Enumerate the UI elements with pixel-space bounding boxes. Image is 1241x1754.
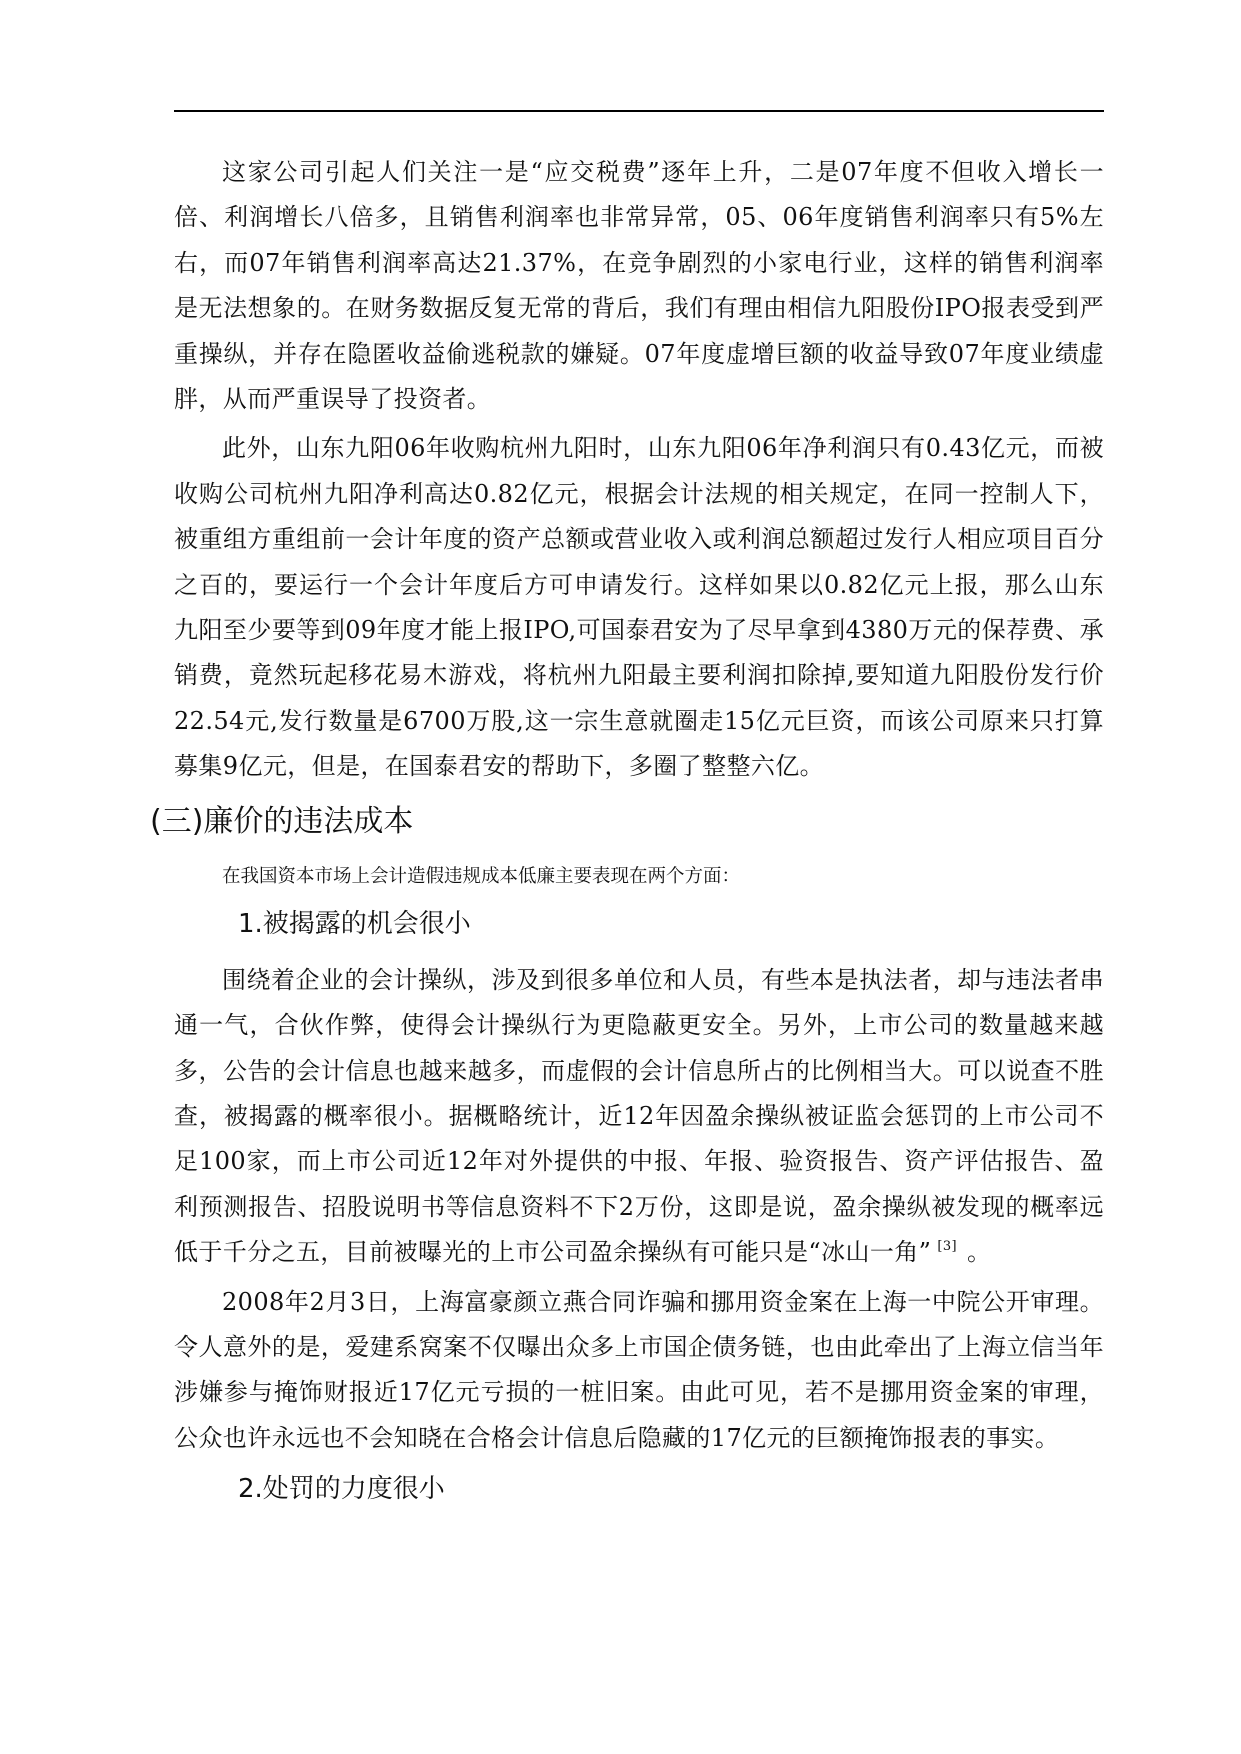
section-intro: 在我国资本市场上会计造假违规成本低廉主要表现在两个方面： <box>222 865 741 887</box>
paragraph-exposure-text: 围绕着企业的会计操纵，涉及到很多单位和人员，有些本是执法者，却与违法者串通一气，合伙作弊，使得会计操纵行为更隐蔽更安全。另外，上市公司的数量越来越多，公告的会计信息也越来越多，而虚假的会计信息所占的比例相当大。可以说查不胜查，被揭露的概率很小。据概略统计，近12年因盈余操纵被证监会惩罚的上市公司不足100家，而上市公司近12年对外提供的中报、年报、验资报告、资产评估报告、盈利预测报告、招股说明书等信息资料不下2万份，这即是说，盈余操纵被发现的概率远低于千分之五，目前被曝光的上市公司盈余操纵有可能只是“冰山一角” <box>174 965 1104 1267</box>
paragraph-case: 2008年2月3日，上海富豪颜立燕合同诈骗和挪用资金案在上海一中院公开审理。令人意外的是，爱建系窝案不仅曝出众多上市国企债务链，也由此牵出了上海立信当年涉嫌参与掩饰财报近17亿元亏损的一桩旧案。由此可见，若不是挪用资金案的审理，公众也许永远也不会知晓在合格会计信息后隐藏的17亿元的巨额掩饰报表的事实。 <box>174 1287 1104 1452</box>
section-heading: (三)廉价的违法成本 <box>150 803 414 839</box>
subheading-exposure: 1.被揭露的机会很小 <box>238 908 471 939</box>
paragraph-sales-profit: 这家公司引起人们关注一是“应交税费”逐年上升，二是07年度不但收入增长一倍、利润增长八倍多，且销售利润率也非常异常，05、06年度销售利润率只有5%左右，而07年销售利润率高达21.37%，在竞争剧烈的小家电行业，这样的销售利润率是无法想象的。在财务数据反复无常的背后，我们有理由相信九阳股份IPO报表受到严重操纵，并存在隐匿收益偷逃税款的嫌疑。07年度虚增巨额的收益导致07年度业绩虚胖，从而严重误导了投资者。 <box>174 158 1104 414</box>
paragraph-exposure <box>174 958 1104 1276</box>
document-body <box>150 150 1104 1523</box>
paragraph-exposure-end: 。 <box>966 1238 992 1267</box>
header-rule <box>174 110 1104 112</box>
paragraph-acquisition: 此外，山东九阳06年收购杭州九阳时，山东九阳06年净利润只有0.43亿元，而被收购公司杭州九阳净利高达0.82亿元，根据会计法规的相关规定，在同一控制人下，被重组方重组前一会计年度的资产总额或营业收入或利润总额超过发行人相应项目百分之百的，要运行一个会计年度后方可申请发行。这样如果以0.82亿元上报，那么山东九阳至少要等到09年度才能上报IPO,可国泰君安为了尽早拿到4380万元的保荐费、承销费，竟然玩起移花易木游戏，将杭州九阳最主要利润扣除掉,要知道九阳股份发行价22.54元,发行数量是6700万股,这一宗生意就圈走15亿元巨资，而该公司原来只打算募集9亿元，但是，在国泰君安的帮助下，多圈了整整六亿。 <box>174 434 1104 781</box>
citation-reference: [3] <box>937 1239 957 1255</box>
subheading-penalty: 2.处罚的力度很小 <box>238 1474 445 1505</box>
